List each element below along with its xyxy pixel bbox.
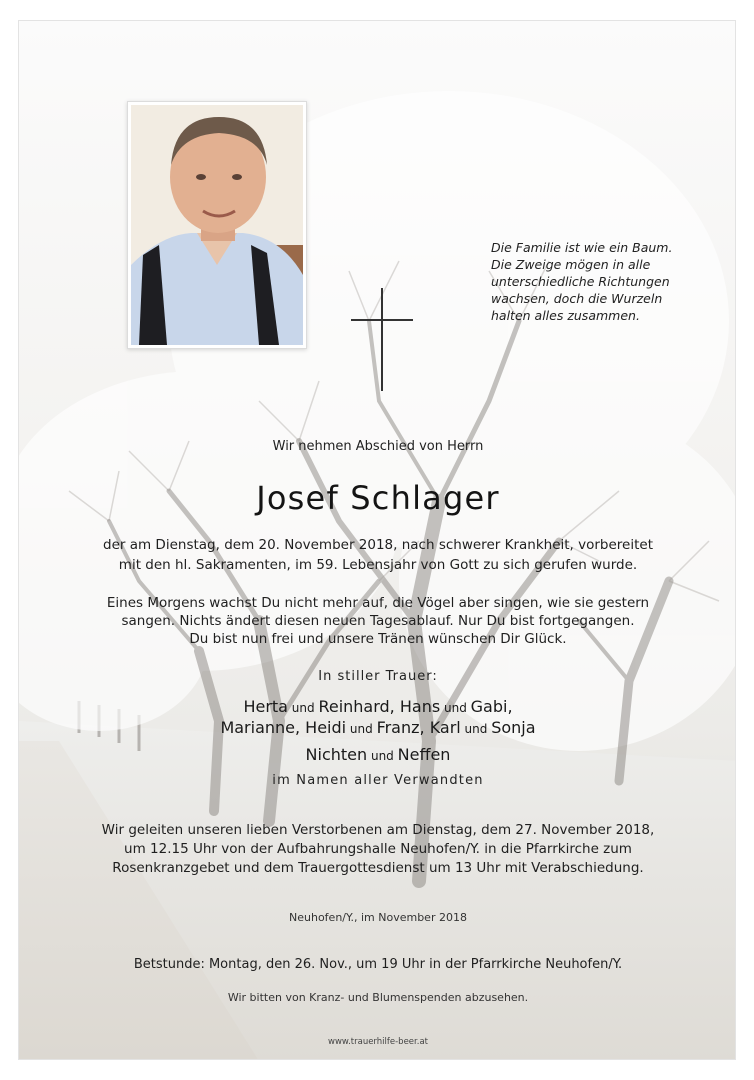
family-line-2 bbox=[19, 717, 736, 740]
poem-line: sangen. Nichts ändert diesen neuen Tagesablauf. Nur Du bist fortgegangen. bbox=[121, 613, 635, 629]
deceased-name: Josef Schlager bbox=[256, 479, 500, 517]
family-names: Reinhard, Hans bbox=[318, 697, 441, 716]
quote-line: Die Familie ist wie ein Baum. bbox=[491, 240, 673, 255]
ceremony-line: Wir geleiten unseren lieben Verstorbenen am Dienstag, dem 27. November 2018, bbox=[101, 822, 655, 838]
poem-line: Du bist nun frei und unsere Tränen wünschen Dir Glück. bbox=[189, 631, 567, 647]
quote-line: wachsen, doch die Wurzeln bbox=[491, 291, 663, 306]
family-names: Nichten bbox=[305, 745, 368, 764]
farewell-intro: Wir nehmen Abschied von Herrn bbox=[272, 439, 484, 454]
family-line-1 bbox=[19, 696, 736, 719]
date-place: Neuhofen/Y., im November 2018 bbox=[289, 911, 467, 924]
death-notice bbox=[19, 535, 736, 575]
relatives-line: im Namen aller Verwandten bbox=[272, 773, 484, 788]
mourning-heading: In stiller Trauer: bbox=[318, 669, 438, 684]
connector-word: und bbox=[367, 749, 398, 763]
connector-word: und bbox=[287, 701, 319, 715]
memorial-poem bbox=[19, 594, 736, 648]
ceremony-line: Rosenkranzgebet und dem Trauergottesdienst um 13 Uhr mit Verabschiedung. bbox=[112, 860, 644, 876]
connector-word: und bbox=[346, 722, 377, 736]
family-names: Neffen bbox=[397, 745, 451, 764]
family-names: Franz, Karl bbox=[376, 718, 461, 737]
poem-line: Eines Morgens wachst Du nicht mehr auf, die Vögel aber singen, wie sie gestern bbox=[106, 595, 650, 611]
death-notice-line: mit den hl. Sakramenten, im 59. Lebensjahr von Gott zu sich gerufen wurde. bbox=[118, 557, 638, 573]
website-link[interactable]: www.trauerhilfe-beer.at bbox=[328, 1037, 428, 1047]
prayer-hour: Betstunde: Montag, den 26. Nov., um 19 Uhr in der Pfarrkirche Neuhofen/Y. bbox=[133, 957, 623, 972]
death-notice-line: der am Dienstag, dem 20. November 2018, nach schwerer Krankheit, vorbereitet bbox=[103, 537, 653, 553]
ceremony-details bbox=[19, 821, 736, 878]
family-quote bbox=[491, 239, 731, 324]
family-names: Gabi, bbox=[470, 697, 513, 716]
quote-line: unterschiedliche Richtungen bbox=[491, 274, 670, 289]
quote-line: halten alles zusammen. bbox=[491, 308, 640, 323]
family-names: Sonja bbox=[491, 718, 536, 737]
portrait-photo bbox=[131, 105, 303, 345]
family-names: Herta bbox=[243, 697, 288, 716]
ceremony-line: um 12.15 Uhr von der Aufbahrungshalle Neuhofen/Y. in die Pfarrkirche zum bbox=[124, 841, 632, 857]
wreath-note: Wir bitten von Kranz- und Blumenspenden abzusehen. bbox=[227, 991, 529, 1004]
connector-word: und bbox=[440, 701, 471, 715]
cross-icon bbox=[351, 288, 413, 391]
family-line-3 bbox=[19, 744, 736, 767]
obituary-card bbox=[18, 20, 736, 1060]
connector-word: und bbox=[460, 722, 492, 736]
family-names: Marianne, Heidi bbox=[220, 718, 347, 737]
quote-line: Die Zweige mögen in alle bbox=[491, 257, 651, 272]
portrait-frame bbox=[127, 101, 307, 349]
